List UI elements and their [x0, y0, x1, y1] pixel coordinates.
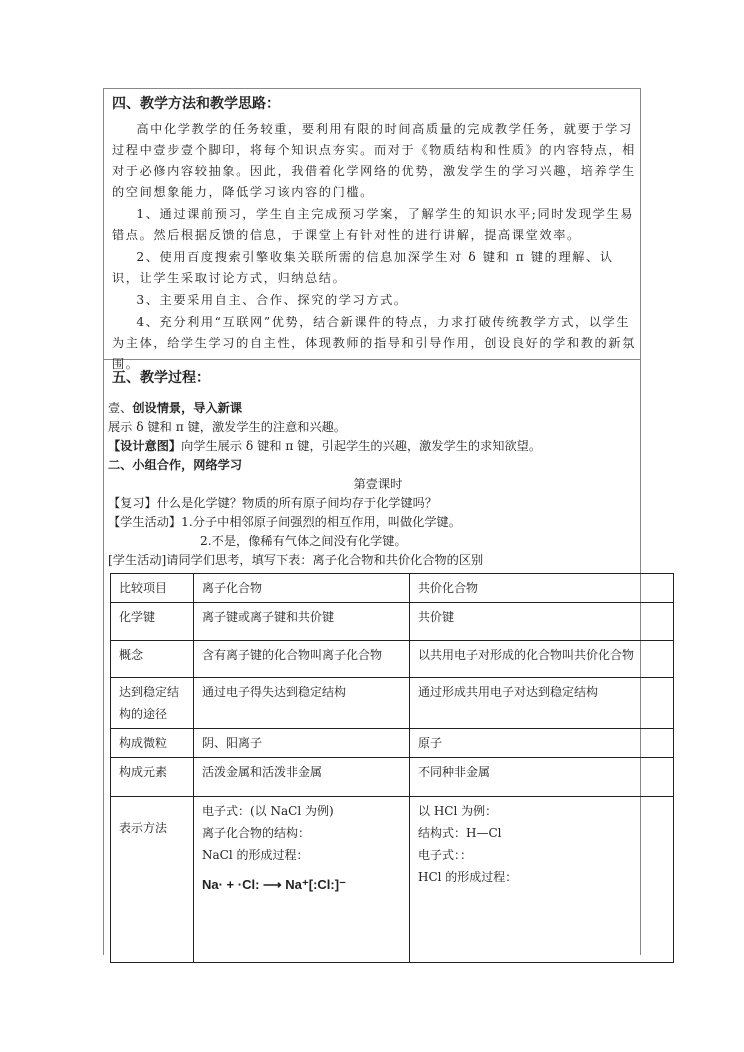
- activity-1: 【学生活动】1.分子中相邻原子间强烈的相互作用，叫做化学键。: [108, 515, 461, 529]
- paragraph: 2、使用百度搜索引擎收集关联所需的信息加深学生对 δ 键和 π 键的理解、认识，让学生采取讨论方式，归纳总结。: [112, 250, 614, 285]
- cell: 概念: [111, 641, 194, 678]
- line: 电子式：(以 NaCl 为例): [202, 804, 334, 818]
- table-row: [111, 641, 674, 678]
- line: 电子式：：: [418, 848, 473, 862]
- cell: 化学键: [111, 603, 194, 641]
- cell: 原子: [410, 729, 674, 758]
- part2-heading: 二、小组合作，网络学习: [108, 458, 243, 472]
- line: HCl 的形成过程：: [418, 870, 518, 884]
- paragraph: 4、充分利用“互联网”优势，结合新课件的特点，力求打破传统教学方式，以学生为主体，给学生学习的自主性，体现教师的指导和引导作用，创设良好的学和教的新氛围。: [112, 315, 636, 371]
- cell: 共价键: [410, 603, 674, 641]
- cell: 通过形成共用电子对达到稳定结构: [410, 678, 674, 729]
- table-row: [111, 678, 674, 729]
- header-cell: 比较项目: [111, 574, 194, 603]
- covalent-representation-cell: [410, 797, 674, 963]
- section-teaching-methods: [104, 89, 640, 371]
- paragraph: 高中化学教学的任务较重，要利用有限的时间高质量的完成教学任务，就要于学习过程中壹步壹个脚印，将每个知识点夯实。而对于《物质结构和性质》的内容特点，相对于必修内容较抽象。因此，我借着化学网络的优势，激发学生的学习兴趣，培养学生的空间想象能力，降低学习该内容的门槛。: [112, 122, 636, 199]
- table-row: [111, 729, 674, 758]
- review: 【复习】什么是化学键？物质的所有原子间均存于化学键吗？: [108, 496, 438, 510]
- design-intent: [108, 437, 648, 456]
- cell: 表示方法: [111, 797, 194, 963]
- cell: 离子键或离子键和共价键: [194, 603, 410, 641]
- line: 离子化合物的结构：: [202, 826, 311, 840]
- cell: 不同种非金属: [410, 758, 674, 797]
- paragraph: 3、主要采用自主、合作、探究的学习方式。: [136, 293, 408, 307]
- table-row-representation: [111, 797, 674, 963]
- ionic-representation-cell: [194, 797, 410, 963]
- comparison-table: [110, 573, 674, 963]
- header-cell: 离子化合物: [194, 574, 410, 603]
- part1-heading: [108, 399, 648, 418]
- paragraph: 1、通过课前预习，学生自主完成预习学案，了解学生的知识水平;同时发现学生易错点。然后根据反馈的信息，于课堂上有针对性的进行讲解，提高课堂效率。: [112, 207, 635, 242]
- line: 以 HCl 为例：: [418, 804, 498, 818]
- cell: 以共用电子对形成的化合物叫共价化合物: [410, 641, 674, 678]
- cell: 活泼金属和活泼非金属: [194, 758, 410, 797]
- table-row: [111, 603, 674, 641]
- cell: 阴、阳离子: [194, 729, 410, 758]
- cell: 构成微粒: [111, 729, 194, 758]
- section5-heading: 五、教学过程：: [112, 370, 210, 386]
- section4-heading: 四、教学方法和教学思路：: [112, 96, 280, 112]
- lesson-label: 第壹课时: [353, 477, 403, 491]
- activity-3: [学生活动]请同学们思考，填写下表：离子化合物和共价化合物的区别: [108, 553, 484, 567]
- activity-2: 2.不是，像稀有气体之间没有化学键。: [200, 534, 407, 548]
- nacl-formation-equation: Na· + ·Cl: ⟶ Na⁺[:Cl:]⁻: [202, 877, 346, 892]
- line: 结构式：H—Cl: [418, 826, 502, 840]
- line: 展示 δ 键和 π 键，激发学生的注意和兴趣。: [108, 420, 347, 434]
- line: NaCl 的形成过程：: [202, 848, 309, 862]
- cell: 构成元素: [111, 758, 194, 797]
- design-text: 向学生展示 δ 键和 π 键，引起学生的兴趣，激发学生的求知欲望。: [181, 439, 542, 453]
- cell: 通过电子得失达到稳定结构: [194, 678, 410, 729]
- design-label: 【设计意图】: [108, 439, 182, 453]
- header-cell: 共价化合物: [410, 574, 674, 603]
- part1-title: 创设情景，导入新课: [132, 401, 243, 415]
- cell: 达到稳定结构的途径: [111, 678, 194, 729]
- cell: 含有离子键的化合物叫离子化合物: [194, 641, 410, 678]
- table-header-row: [111, 574, 674, 603]
- part1-prefix: 壹、: [108, 401, 133, 415]
- table-row: [111, 758, 674, 797]
